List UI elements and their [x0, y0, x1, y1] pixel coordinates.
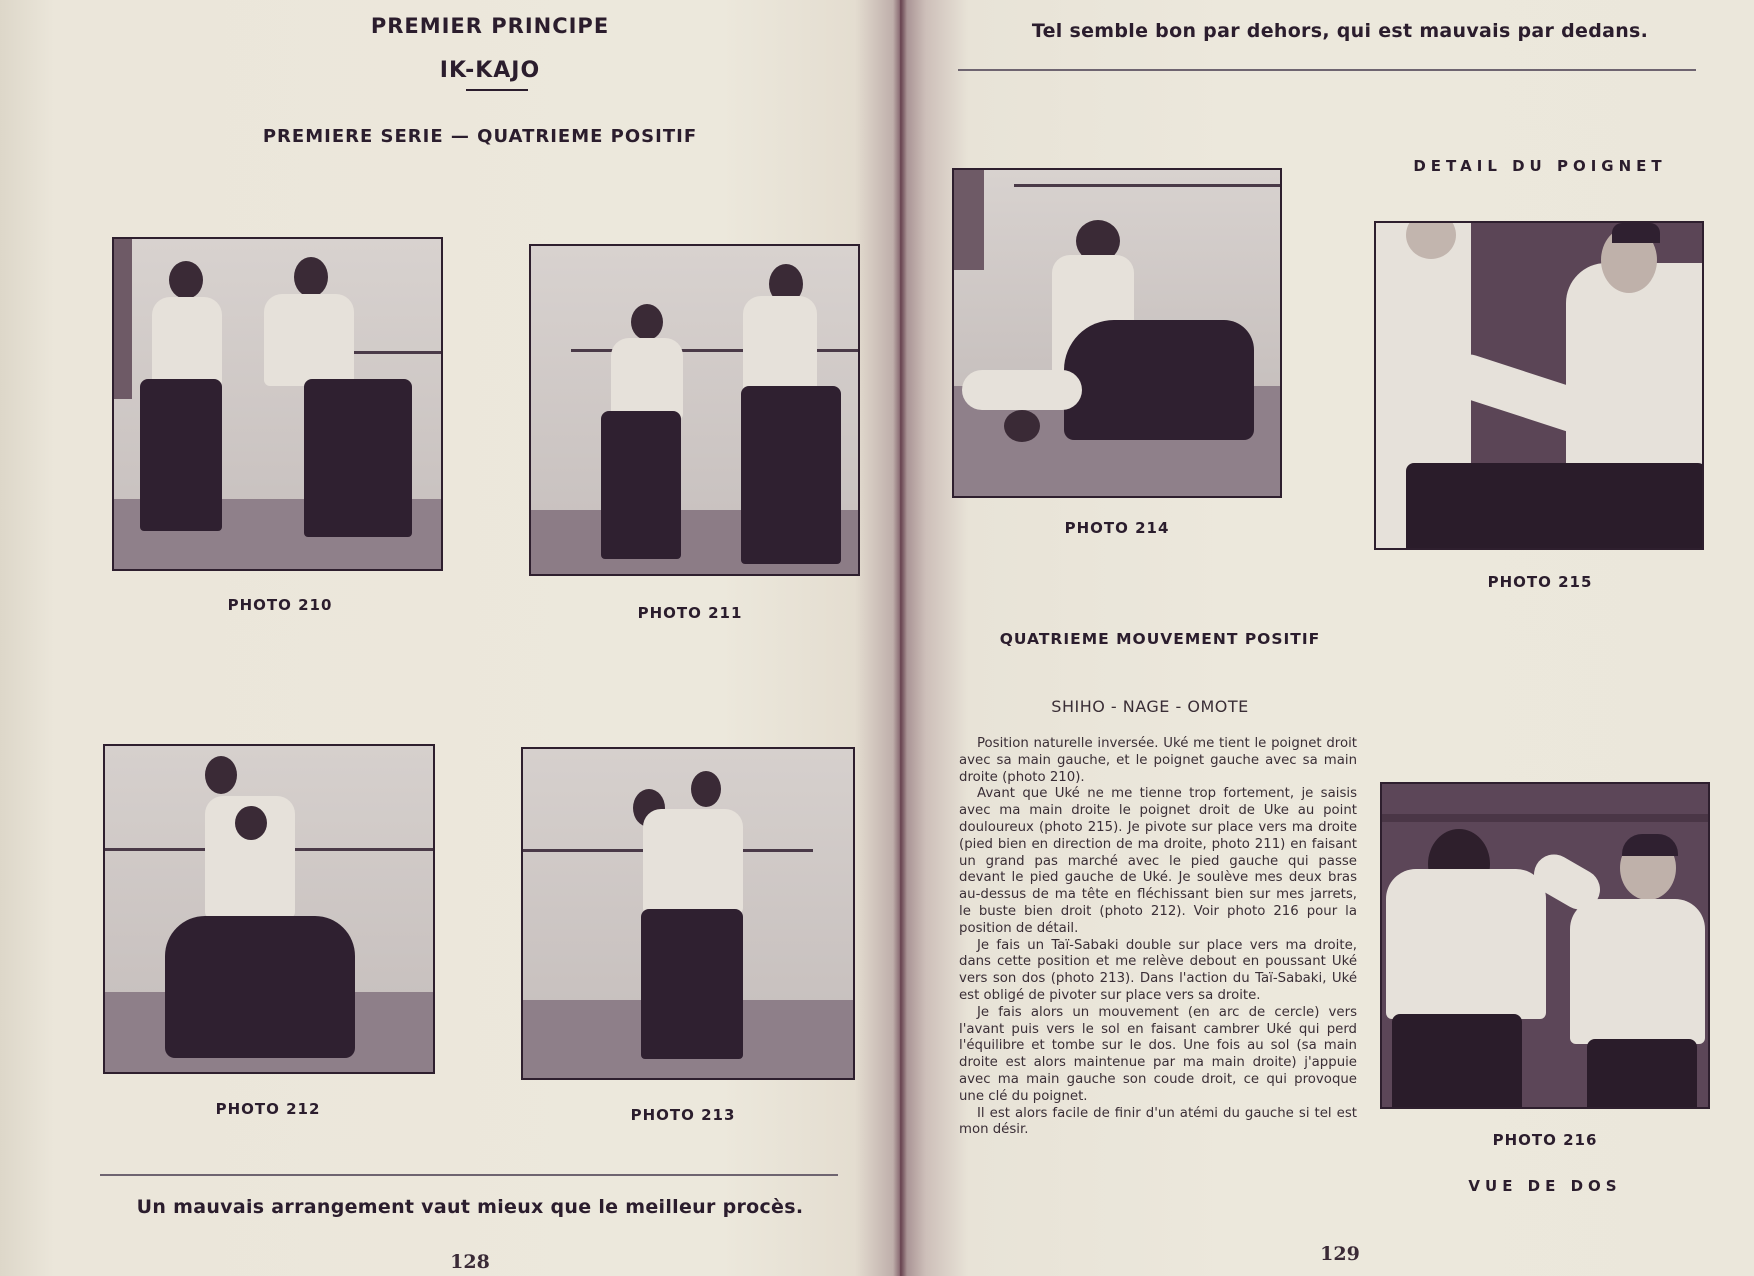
photo-213: [521, 747, 855, 1080]
back-view-label: VUE DE DOS: [1468, 1177, 1622, 1195]
title-underline: [466, 89, 528, 91]
page-number-left: 128: [450, 1251, 490, 1273]
paragraph-1: Position naturelle inversée. Uké me tient le poignet droit avec sa main gauche, et le poignet gauche avec sa main droite (photo 210).: [959, 736, 1357, 785]
photo-210: [112, 237, 443, 571]
paragraph-4: Je fais alors un mouvement (en arc de cercle) vers l'avant puis vers le sol en faisant cambrer Uké qui perd l'équilibre et tombe sur le dos. Une fois au sol (sa main droite est alors maintenue par ma main droite) j'appuie avec ma main gauche son coude droit, ce qui provoque une clé du poignet.: [959, 1004, 1357, 1104]
photo-214: [952, 168, 1282, 498]
technique-name: SHIHO - NAGE - OMOTE: [1051, 697, 1249, 716]
photo-215: [1374, 221, 1704, 550]
section-title: QUATRIEME MOUVEMENT POSITIF: [999, 630, 1321, 648]
photo-211: [529, 244, 860, 576]
footer-rule-left: [100, 1174, 838, 1176]
book-gutter: [893, 0, 907, 1276]
technique-family-title: IK-KAJO: [439, 58, 541, 83]
detail-label: DETAIL DU POIGNET: [1413, 157, 1667, 175]
photo-213-caption: PHOTO 213: [630, 1106, 736, 1124]
photo-214-caption: PHOTO 214: [1064, 519, 1170, 537]
paragraph-5: Il est alors facile de finir d'un atémi du gauche si tel est mon désir.: [959, 1105, 1357, 1138]
photo-212: [103, 744, 435, 1074]
right-header-proverb: Tel semble bon par dehors, qui est mauvais par dedans.: [1031, 20, 1649, 42]
page-number-right: 129: [1320, 1243, 1360, 1265]
photo-215-caption: PHOTO 215: [1487, 573, 1593, 591]
paragraph-2: Avant que Uké ne me tienne trop fortement, je saisis avec ma main droite le poignet droit de Uke au point douloureux (photo 215). Je pivote sur place vers ma droite (pied bien en direction de ma droite, photo 211) en faisant un grand pas marché avec le pied gauche qui passe devant le pied gauche de Uké. Je soulève mes deux bras au-dessus de ma tête en fléchissant bien sur mes jarrets, le buste bien droit (photo 212). Voir photo 216 pour la position de détail.: [959, 786, 1357, 936]
photo-210-caption: PHOTO 210: [227, 596, 333, 614]
chapter-title: PREMIER PRINCIPE: [370, 14, 610, 38]
photo-212-caption: PHOTO 212: [215, 1100, 321, 1118]
photo-216-caption: PHOTO 216: [1492, 1131, 1598, 1149]
photo-211-caption: PHOTO 211: [637, 604, 743, 622]
series-title: PREMIERE SERIE — QUATRIEME POSITIF: [262, 126, 698, 147]
photo-216: [1380, 782, 1710, 1109]
left-footer-proverb: Un mauvais arrangement vaut mieux que le meilleur procès.: [136, 1196, 804, 1218]
paragraph-3: Je fais un Taï-Sabaki double sur place vers ma droite, dans cette position et me relève debout en poussant Uké vers son dos (photo 213). Dans l'action du Taï-Sabaki, Uké est obligé de pivoter sur place vers sa droite.: [959, 937, 1357, 1003]
header-rule-right: [958, 69, 1696, 71]
technique-description: [959, 736, 1357, 1139]
